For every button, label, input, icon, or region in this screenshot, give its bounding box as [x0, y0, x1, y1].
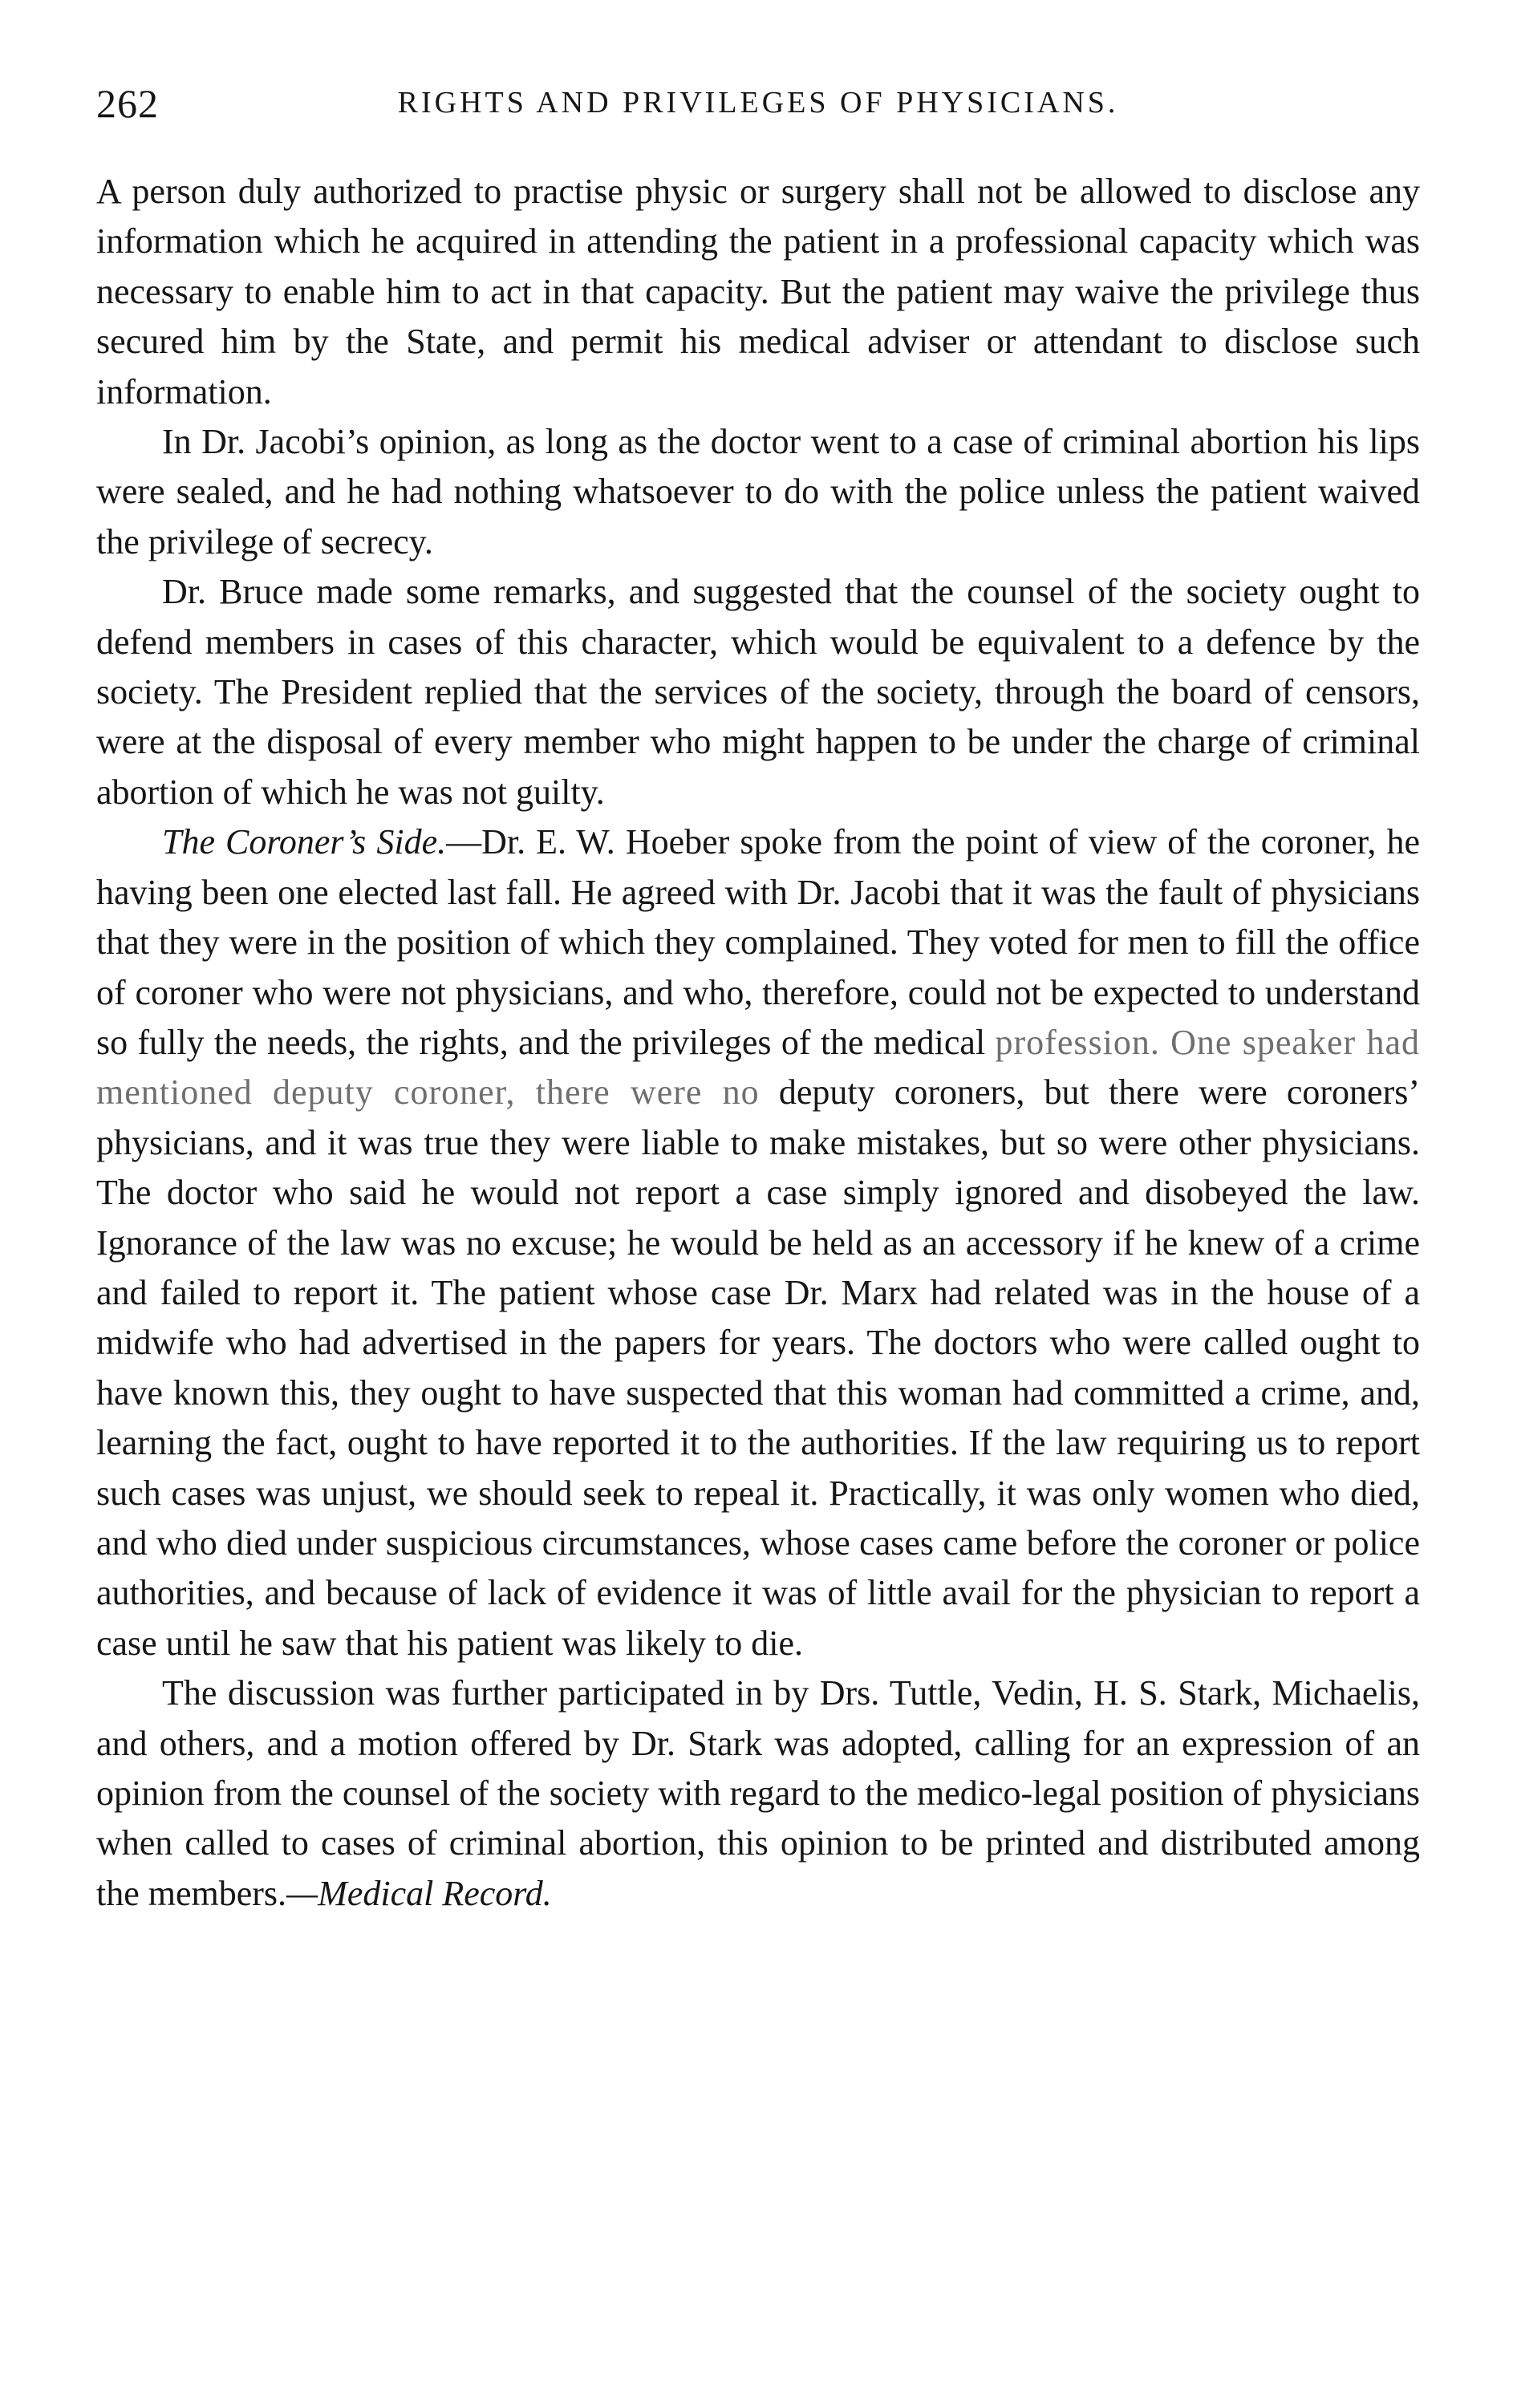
section-heading-coroners-side: The Coroner’s Side. [162, 822, 447, 862]
book-page [96, 80, 1420, 2374]
page-header [96, 80, 1420, 128]
paragraph-jacobi-opinion: In Dr. Jacobi’s opinion, as long as the doctor went to a case of criminal abortion his lips were sealed, and he had nothing whatsoever to do with the police unless the patient waived the privilege of secrecy. [96, 422, 1420, 561]
running-head: RIGHTS AND PRIVILEGES OF PHYSICIANS. [397, 86, 1119, 120]
coroners-side-text-b: deputy coroners, but there were coroners’ physicians, and it was true they were liable to make mistakes, but so were other physicians. The doctor who said he would not report a case simply ignored and disobeyed the law. Ignorance of the law was no excuse; he would be held as an accessory if he knew of a crime and failed to report it. The patient whose case Dr. Marx had related was in the house of a midwife who had advertised in the papers for years. The doctors who were called ought to have known this, they ought to have suspected that this woman had committed a crime, and, learning the fact, ought to have reported it to the authorities. If the law requiring us to report such cases was unjust, we should seek to repeal it. Practically, it was only women who died, and who died under suspicious circumstances, whose cases came before the coroner or police authorities, and because of lack of evidence it was of little avail for the physician to report a case until he saw that his patient was likely to die. [96, 1072, 1420, 1663]
paragraph-bruce-remarks: Dr. Bruce made some remarks, and suggested that the counsel of the society ought to defend members in cases of this character, which would be equivalent to a defence by the society. The President replied that the services of the society, through the board of censors, were at the disposal of every member who might happen to be under the charge of criminal abortion of which he was not guilty. [96, 572, 1420, 812]
body-text [96, 167, 1420, 1919]
source-citation: —Medical Record. [286, 1873, 552, 1913]
paragraph-discussion-motion [96, 1668, 1420, 1919]
discussion-text: The discussion was further participated in by Drs. Tuttle, Vedin, H. S. Stark, Michaelis, and others, and a motion offered by Dr. Stark was adopted, calling for an expression of an opinion from the counsel of the society with regard to the medico-legal position of physicians when called to cases of criminal abortion, this opinion to be printed and distributed among the members. [96, 1673, 1420, 1913]
coroners-side-text-a: —Dr. E. W. Hoeber spoke from the point of view of the coroner, he having been one elected last fall. He agreed with Dr. Jacobi that it was the fault of physicians that they were in the position of which they complained. They voted for men to fill the office of coroner who were not physicians, and who, therefore, could not be expected to understand so fully the needs, the rights, and the privileges of the medical [96, 822, 1420, 1062]
coroners-side-smudged-line: profession. One speaker had mentioned deputy coroner, there were no [96, 1022, 1420, 1113]
page-number: 262 [96, 81, 159, 126]
paragraph-privilege-statute: A person duly authorized to practise physic or surgery shall not be allowed to disclose any information which he acquired in attending the patient in a professional capacity which was necessary to enable him to act in that capacity. But the patient may waive the privilege thus secured him by the State, and permit his medical adviser or attendant to disclose such information. [96, 172, 1420, 411]
paragraph-coroners-side [96, 817, 1420, 1668]
